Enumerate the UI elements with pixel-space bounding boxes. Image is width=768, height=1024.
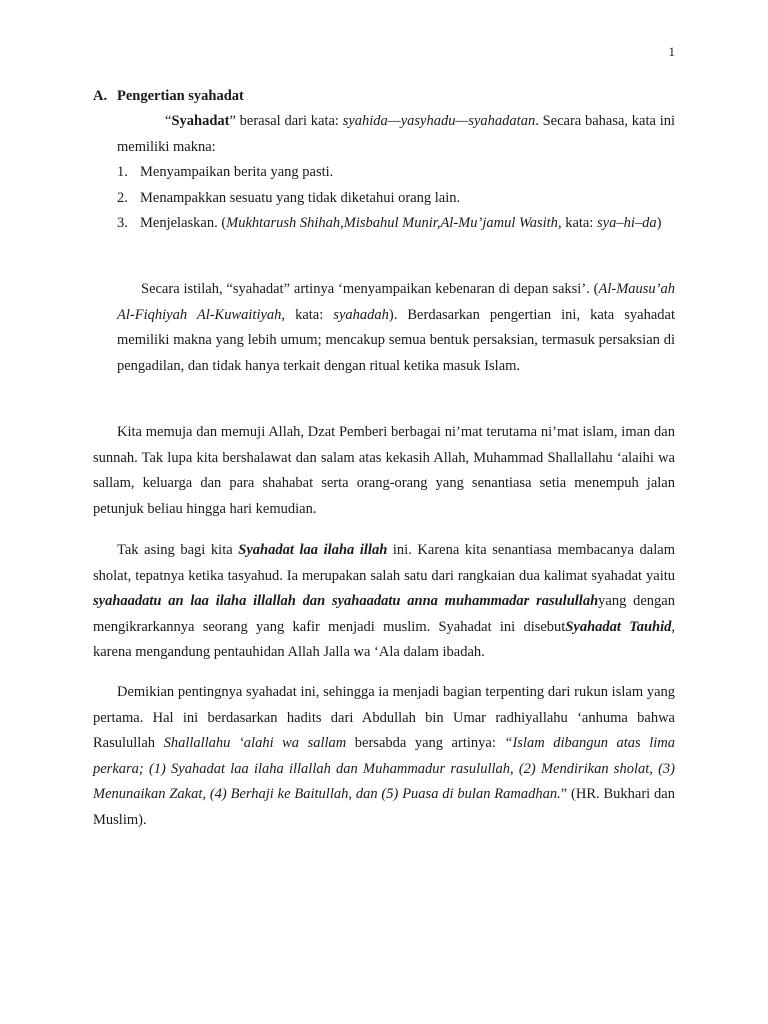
hadith-text-3: ” (HR. Bukhari dan Muslim).	[93, 786, 675, 828]
meanings-list	[117, 160, 675, 237]
istilah-paragraph	[117, 277, 675, 379]
tauhid-bold-2: syahaadatu an laa ilaha illallah dan syahaadatu anna muhammadar rasulullah	[93, 593, 599, 609]
hadith-text-2: bersabda yang artinya:	[346, 735, 505, 751]
list-text: Menampakkan sesuatu yang tidak diketahui orang lain.	[140, 189, 461, 206]
hadith-paragraph	[93, 680, 675, 833]
list-sources: Mukhtarush Shihah,Misbahul Munir,Al-Mu’jamul Wasith	[226, 215, 558, 231]
list-text-post: )	[656, 215, 662, 231]
open-quote: “	[165, 113, 172, 129]
list-item	[117, 186, 675, 212]
section-title: Pengertian syahadat	[117, 88, 244, 104]
tauhid-text-2: ini. Karena kita senantiasa membacanya dalam sholat, tepatnya ketika tasyahud. Ia merupakan salah satu dari rangkaian dua kalimat syahadat yaitu	[93, 542, 675, 584]
list-item	[117, 211, 675, 237]
section-heading	[93, 88, 244, 105]
istilah-reference: Al-Mausu’ah Al-Fiqhiyah Al-Kuwaitiyah	[117, 281, 675, 323]
section-label: A.	[93, 88, 108, 104]
term-syahadat: Syahadat	[171, 113, 230, 129]
tauhid-paragraph	[93, 538, 675, 666]
list-text-mid: , kata:	[557, 215, 597, 231]
intro-text-post: . Secara bahasa, kata ini memiliki makna:	[117, 113, 675, 155]
word-roots: syahida—yasyhadu—syahadatan	[342, 113, 536, 129]
praise-paragraph: Kita memuja dan memuji Allah, Dzat Pemberi berbagai ni’mat terutama ni’mat islam, iman dan sunnah. Tak lupa kita bershalawat dan salam atas kekasih Allah, Muhammad Shallallahu ‘alaihi wa sallam, keluarga dan para shahabat serta orang-orang yang senantiasa setia menempuh jalan petunjuk beliau hingga hari kemudian.	[93, 424, 675, 517]
hadith-text-1: Demikian pentingnya syahadat ini, sehingga ia menjadi bagian terpenting dari rukun islam yang pertama. Hal ini berdasarkan hadits dari Abdullah bin Umar radhiyallahu ‘anhuma bahwa Rasulullah	[93, 684, 675, 751]
list-word: sya–hi–da	[597, 215, 657, 231]
istilah-text-2: , kata:	[281, 306, 334, 323]
hadith-quote: “Islam dibangun atas lima perkara; (1) Syahadat laa ilaha illallah dan Muhammadur rasulullah, (2) Mendirikan sholat, (3) Menunaikan Zakat, (4) Berhaji ke Baitullah, dan (5) Puasa di bulan Ramadhan.	[93, 735, 675, 802]
tauhid-text-1: Tak asing bagi kita	[117, 542, 239, 558]
istilah-text-3: ). Berdasarkan pengertian ini, kata syahadat memiliki makna yang lebih umum; mencakup semua bentuk persaksian, termasuk persaksian di pengadilan, dan tidak hanya terkait dengan ritual ketika masuk Islam.	[117, 306, 675, 374]
list-text-pre: Menjelaskan. (	[140, 215, 227, 231]
istilah-text-1: Secara istilah, “syahadat” artinya ‘menyampaikan kebenaran di depan saksi’. (	[141, 281, 599, 297]
list-number: 1.	[117, 164, 128, 180]
tauhid-text-3: yang dengan mengikrarkannya seorang yang kafir menjadi muslim. Syahadat ini disebut	[93, 593, 675, 635]
page-number: 1	[668, 44, 675, 59]
tauhid-bold-3: Syahadat Tauhid	[565, 618, 672, 635]
intro-paragraph	[117, 109, 675, 160]
intro-text-pre: ” berasal dari kata:	[229, 113, 343, 129]
tauhid-text-4: , karena mengandung pentauhidan Allah Jalla wa ‘Ala dalam ibadah.	[93, 618, 675, 660]
hadith-salawat: Shallallahu ‘alahi wa sallam	[163, 735, 347, 751]
list-item	[117, 160, 675, 186]
tauhid-bold-1: Syahadat laa ilaha illah	[238, 542, 388, 558]
list-text: Menyampaikan berita yang pasti.	[140, 164, 334, 180]
list-number: 3.	[117, 215, 128, 231]
istilah-reference-word: syahadah	[333, 306, 389, 323]
list-number: 2.	[117, 189, 128, 206]
